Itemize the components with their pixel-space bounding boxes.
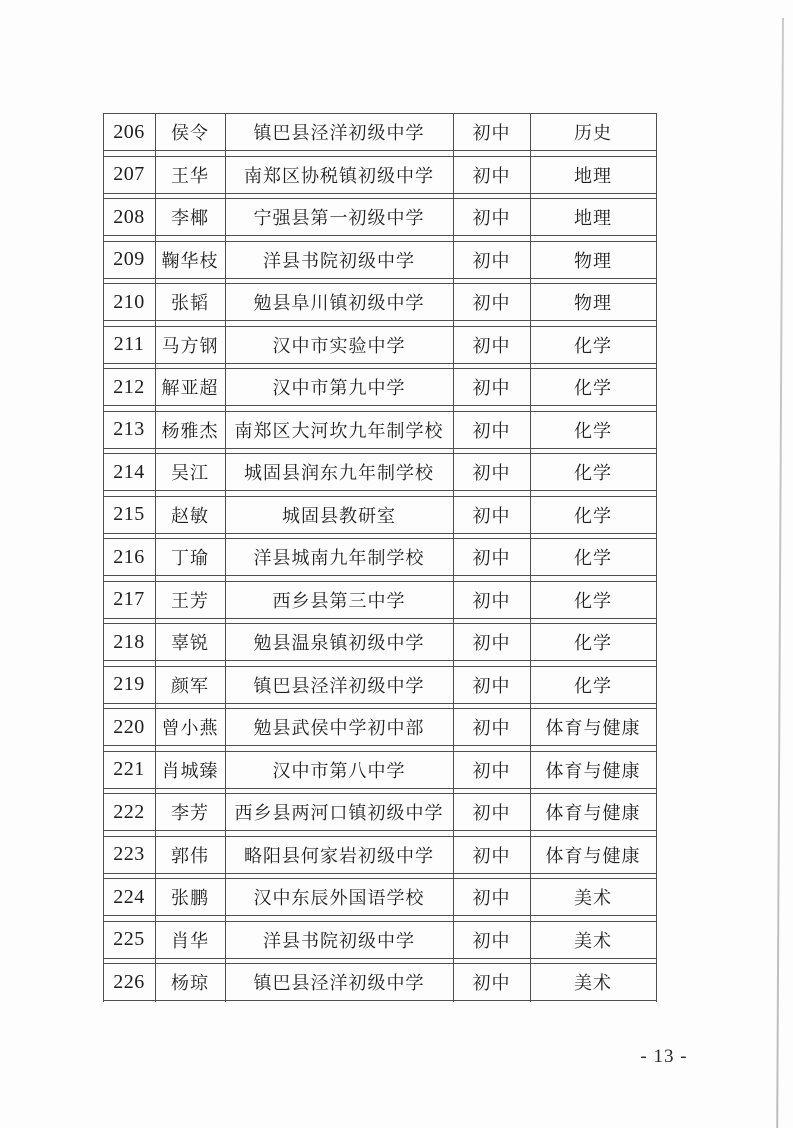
table-row <box>103 538 657 576</box>
cell-name: 杨琼 <box>171 973 209 993</box>
cell-name: 李椰 <box>171 208 209 228</box>
cell-level: 初中 <box>472 123 511 143</box>
cell-school: 汉中市实验中学 <box>272 335 406 356</box>
cell-school: 镇巴县泾洋初级中学 <box>253 973 425 993</box>
cell-school: 略阳县何家岩初级中学 <box>244 845 434 866</box>
cell-number: 224 <box>113 885 145 908</box>
cell-school: 汉中市第八中学 <box>272 760 406 781</box>
cell-level: 初中 <box>472 335 511 356</box>
cell-school: 洋县书院初级中学 <box>263 250 415 271</box>
cell-subject: 体育与健康 <box>545 845 641 866</box>
cell-level: 初中 <box>472 165 511 186</box>
cell-subject: 地理 <box>574 165 612 186</box>
cell-name: 鞠华枝 <box>161 250 219 271</box>
cell-school: 勉县阜川镇初级中学 <box>253 293 425 313</box>
cell-school: 宁强县第一初级中学 <box>253 208 425 228</box>
cell-level: 初中 <box>472 973 511 993</box>
cell-level: 初中 <box>472 463 511 483</box>
table-row <box>103 198 657 236</box>
table-row <box>103 623 657 661</box>
cell-school: 汉中市第九中学 <box>272 378 406 398</box>
table-row <box>103 241 657 279</box>
cell-subject: 体育与健康 <box>545 803 641 823</box>
cell-number: 211 <box>113 333 145 355</box>
table-row <box>103 666 657 704</box>
cell-school: 镇巴县泾洋初级中学 <box>253 675 425 696</box>
cell-level: 初中 <box>472 590 511 611</box>
cell-level: 初中 <box>472 505 511 526</box>
cell-number: 208 <box>113 205 145 228</box>
table-row <box>103 453 657 491</box>
cell-subject: 体育与健康 <box>545 760 641 781</box>
cell-school: 汉中东辰外国语学校 <box>253 888 425 908</box>
cell-level: 初中 <box>472 718 511 738</box>
cell-name: 曾小燕 <box>161 718 219 738</box>
cell-subject: 美术 <box>574 930 612 951</box>
cell-name: 王华 <box>171 165 209 186</box>
cell-school: 南郑区大河坎九年制学校 <box>234 420 444 441</box>
table-row <box>103 283 657 321</box>
cell-level: 初中 <box>472 888 511 908</box>
cell-name: 张鹏 <box>171 888 209 908</box>
cell-subject: 化学 <box>574 505 612 526</box>
cell-level: 初中 <box>472 250 511 271</box>
cell-level: 初中 <box>472 378 511 398</box>
cell-level: 初中 <box>472 293 511 313</box>
cell-number: 218 <box>113 630 145 653</box>
cell-name: 王芳 <box>171 590 209 611</box>
cell-school: 洋县城南九年制学校 <box>253 548 425 568</box>
cell-subject: 化学 <box>574 548 612 568</box>
cell-number: 207 <box>113 163 145 185</box>
cell-number: 214 <box>113 460 145 483</box>
cell-number: 225 <box>113 928 145 950</box>
cell-name: 丁瑜 <box>171 548 209 568</box>
cell-name: 吴江 <box>171 463 209 483</box>
cell-level: 初中 <box>472 845 511 866</box>
cell-school: 南郑区协税镇初级中学 <box>244 165 434 186</box>
cell-subject: 化学 <box>574 378 612 398</box>
cell-school: 城固县润东九年制学校 <box>244 463 434 483</box>
cell-subject: 化学 <box>574 335 612 356</box>
cell-name: 辜锐 <box>171 633 209 653</box>
cell-school: 西乡县两河口镇初级中学 <box>234 803 444 823</box>
cell-subject: 物理 <box>574 293 612 313</box>
table-row <box>103 156 657 194</box>
cell-number: 212 <box>113 375 145 398</box>
cell-number: 220 <box>113 715 145 738</box>
cell-subject: 历史 <box>574 123 612 143</box>
cell-subject: 体育与健康 <box>545 718 641 738</box>
table-row <box>103 836 657 874</box>
cell-level: 初中 <box>472 930 511 951</box>
cell-number: 223 <box>113 843 145 865</box>
cell-number: 206 <box>113 120 145 143</box>
cell-school: 西乡县第三中学 <box>272 590 406 611</box>
cell-number: 226 <box>113 970 145 993</box>
cell-number: 216 <box>113 545 145 568</box>
table-row <box>103 963 657 1001</box>
cell-subject: 地理 <box>574 208 612 228</box>
cell-subject: 物理 <box>574 250 612 271</box>
scan-edge-shadow <box>776 18 784 1128</box>
cell-school: 洋县书院初级中学 <box>263 930 415 951</box>
results-table <box>103 113 657 1005</box>
cell-number: 219 <box>113 673 145 695</box>
cell-name: 解亚超 <box>161 378 219 398</box>
table-row <box>103 368 657 406</box>
cell-subject: 美术 <box>574 973 612 993</box>
cell-name: 侯令 <box>171 123 209 143</box>
cell-name: 赵敏 <box>171 505 209 526</box>
table-row <box>103 496 657 534</box>
table-row <box>103 113 657 151</box>
cell-level: 初中 <box>472 803 511 823</box>
cell-name: 郭伟 <box>171 845 209 866</box>
cell-subject: 化学 <box>574 420 612 441</box>
table-row <box>103 921 657 959</box>
cell-school: 城固县教研室 <box>282 505 396 526</box>
cell-name: 颜军 <box>171 675 209 696</box>
cell-level: 初中 <box>472 675 511 696</box>
cell-subject: 美术 <box>574 888 612 908</box>
cell-number: 210 <box>113 290 145 313</box>
cell-number: 209 <box>113 248 145 270</box>
table-row <box>103 581 657 619</box>
cell-number: 222 <box>113 800 145 823</box>
table-row <box>103 326 657 364</box>
cell-subject: 化学 <box>574 675 612 696</box>
cell-number: 215 <box>113 503 145 525</box>
cell-level: 初中 <box>472 548 511 568</box>
cell-subject: 化学 <box>574 633 612 653</box>
cell-name: 张韬 <box>171 293 209 313</box>
cell-level: 初中 <box>472 208 511 228</box>
cell-name: 马方钢 <box>161 335 219 356</box>
page-number: - 13 - <box>640 1046 688 1067</box>
cell-school: 勉县武侯中学初中部 <box>253 718 425 738</box>
cell-level: 初中 <box>472 760 511 781</box>
cell-school: 镇巴县泾洋初级中学 <box>253 123 425 143</box>
cell-level: 初中 <box>472 633 511 653</box>
cell-level: 初中 <box>472 420 511 441</box>
cell-subject: 化学 <box>574 463 612 483</box>
cell-number: 221 <box>113 758 145 780</box>
table-row <box>103 411 657 449</box>
cell-subject: 化学 <box>574 590 612 611</box>
cell-school: 勉县温泉镇初级中学 <box>253 633 425 653</box>
cell-name: 肖城臻 <box>161 760 219 781</box>
table-row <box>103 708 657 746</box>
cell-number: 217 <box>113 588 145 610</box>
table-row <box>103 751 657 789</box>
cell-name: 李芳 <box>171 803 209 823</box>
cell-number: 213 <box>113 418 145 440</box>
cell-name: 肖华 <box>171 930 209 951</box>
cell-name: 杨雅杰 <box>161 420 219 441</box>
table-row <box>103 793 657 831</box>
table-row <box>103 878 657 916</box>
